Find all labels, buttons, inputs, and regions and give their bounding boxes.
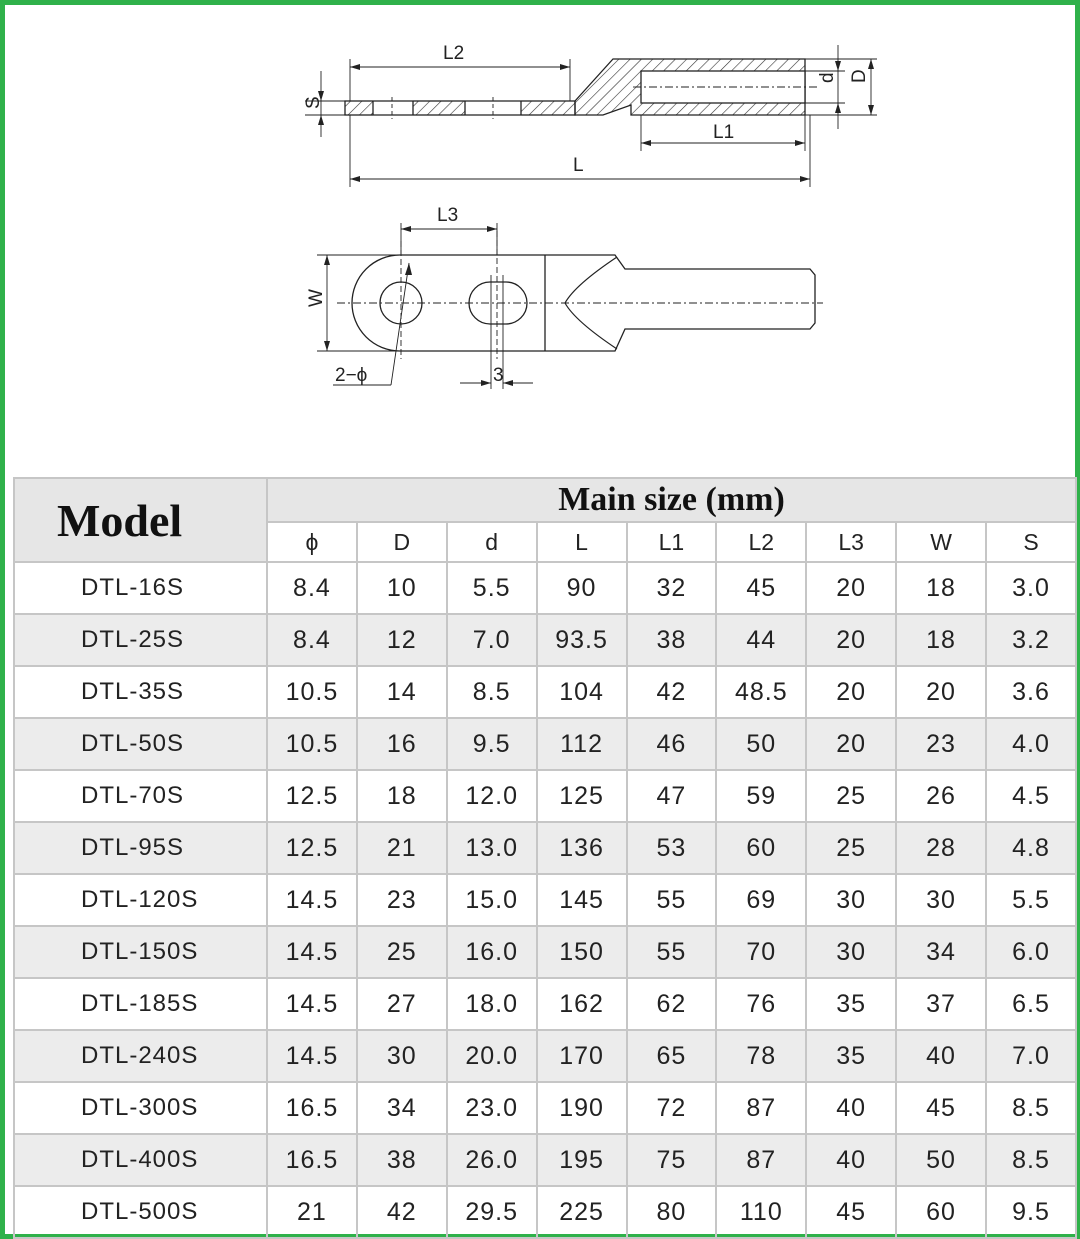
value-cell-L1: 42	[627, 666, 717, 718]
value-cell-W: 37	[896, 978, 986, 1030]
model-cell: DTL-500S	[14, 1186, 267, 1238]
value-cell-S: 8.5	[986, 1134, 1076, 1186]
value-cell-L2: 69	[716, 874, 806, 926]
value-cell-S: 7.0	[986, 1030, 1076, 1082]
value-cell-L2: 78	[716, 1030, 806, 1082]
value-cell-L3: 35	[806, 978, 896, 1030]
value-cell-phi: 16.5	[267, 1082, 357, 1134]
table-row	[14, 614, 1076, 666]
model-header: Model	[14, 478, 267, 562]
value-cell-S: 3.6	[986, 666, 1076, 718]
value-cell-L: 90	[537, 562, 627, 614]
model-cell: DTL-120S	[14, 874, 267, 926]
value-cell-L1: 53	[627, 822, 717, 874]
value-cell-L2: 59	[716, 770, 806, 822]
value-cell-L2: 48.5	[716, 666, 806, 718]
value-cell-L2: 60	[716, 822, 806, 874]
value-cell-phi: 14.5	[267, 978, 357, 1030]
label-w: W	[306, 289, 327, 307]
value-cell-L3: 20	[806, 562, 896, 614]
value-cell-D: 38	[357, 1134, 447, 1186]
value-cell-W: 28	[896, 822, 986, 874]
value-cell-W: 45	[896, 1082, 986, 1134]
value-cell-S: 3.2	[986, 614, 1076, 666]
value-cell-D: 18	[357, 770, 447, 822]
value-cell-d: 26.0	[447, 1134, 537, 1186]
value-cell-phi: 14.5	[267, 1030, 357, 1082]
table-row	[14, 822, 1076, 874]
value-cell-L1: 80	[627, 1186, 717, 1238]
table-row	[14, 1082, 1076, 1134]
value-cell-L: 190	[537, 1082, 627, 1134]
value-cell-phi: 21	[267, 1186, 357, 1238]
value-cell-L1: 55	[627, 874, 717, 926]
value-cell-L3: 35	[806, 1030, 896, 1082]
side-section-view	[305, 45, 877, 187]
value-cell-L2: 76	[716, 978, 806, 1030]
table-row	[14, 770, 1076, 822]
value-cell-L2: 50	[716, 718, 806, 770]
value-cell-L3: 40	[806, 1134, 896, 1186]
value-cell-S: 3.0	[986, 562, 1076, 614]
value-cell-d: 20.0	[447, 1030, 537, 1082]
model-cell: DTL-240S	[14, 1030, 267, 1082]
value-cell-phi: 14.5	[267, 874, 357, 926]
value-cell-W: 18	[896, 562, 986, 614]
value-cell-W: 18	[896, 614, 986, 666]
value-cell-L: 145	[537, 874, 627, 926]
value-cell-D: 21	[357, 822, 447, 874]
value-cell-d: 8.5	[447, 666, 537, 718]
label-l3: L3	[437, 205, 459, 226]
value-cell-S: 6.0	[986, 926, 1076, 978]
label-l: L	[573, 155, 584, 176]
value-cell-L1: 62	[627, 978, 717, 1030]
value-cell-L3: 25	[806, 770, 896, 822]
value-cell-phi: 8.4	[267, 614, 357, 666]
model-cell: DTL-35S	[14, 666, 267, 718]
col-header-d: d	[447, 522, 537, 562]
value-cell-L1: 38	[627, 614, 717, 666]
value-cell-phi: 12.5	[267, 822, 357, 874]
model-cell: DTL-16S	[14, 562, 267, 614]
table-row	[14, 874, 1076, 926]
value-cell-L: 170	[537, 1030, 627, 1082]
value-cell-phi: 16.5	[267, 1134, 357, 1186]
value-cell-W: 60	[896, 1186, 986, 1238]
value-cell-phi: 10.5	[267, 718, 357, 770]
model-cell: DTL-150S	[14, 926, 267, 978]
label-l2: L2	[443, 43, 465, 64]
label-d-big: D	[849, 69, 870, 83]
value-cell-L2: 44	[716, 614, 806, 666]
technical-drawing	[5, 5, 1080, 475]
value-cell-D: 10	[357, 562, 447, 614]
value-cell-D: 34	[357, 1082, 447, 1134]
value-cell-L: 112	[537, 718, 627, 770]
value-cell-d: 7.0	[447, 614, 537, 666]
value-cell-S: 8.5	[986, 1082, 1076, 1134]
value-cell-W: 23	[896, 718, 986, 770]
table-row	[14, 1030, 1076, 1082]
value-cell-phi: 12.5	[267, 770, 357, 822]
value-cell-L2: 45	[716, 562, 806, 614]
value-cell-phi: 10.5	[267, 666, 357, 718]
value-cell-d: 13.0	[447, 822, 537, 874]
model-cell: DTL-95S	[14, 822, 267, 874]
label-two-phi: 2−ϕ	[335, 365, 368, 386]
label-s: S	[303, 96, 324, 109]
model-cell: DTL-300S	[14, 1082, 267, 1134]
value-cell-L1: 46	[627, 718, 717, 770]
value-cell-L1: 75	[627, 1134, 717, 1186]
value-cell-L1: 72	[627, 1082, 717, 1134]
value-cell-L3: 45	[806, 1186, 896, 1238]
value-cell-L3: 30	[806, 874, 896, 926]
value-cell-L3: 30	[806, 926, 896, 978]
label-three: 3	[493, 365, 504, 386]
value-cell-L2: 87	[716, 1134, 806, 1186]
value-cell-S: 4.5	[986, 770, 1076, 822]
value-cell-L: 150	[537, 926, 627, 978]
value-cell-phi: 8.4	[267, 562, 357, 614]
value-cell-L: 162	[537, 978, 627, 1030]
value-cell-L3: 40	[806, 1082, 896, 1134]
label-d-small: d	[817, 72, 838, 83]
value-cell-L: 136	[537, 822, 627, 874]
value-cell-L3: 25	[806, 822, 896, 874]
value-cell-D: 27	[357, 978, 447, 1030]
value-cell-d: 23.0	[447, 1082, 537, 1134]
value-cell-W: 34	[896, 926, 986, 978]
table-row	[14, 926, 1076, 978]
value-cell-L: 104	[537, 666, 627, 718]
value-cell-L1: 65	[627, 1030, 717, 1082]
top-plan-view	[317, 223, 823, 389]
col-header-S: S	[986, 522, 1076, 562]
table-row	[14, 666, 1076, 718]
table-row	[14, 562, 1076, 614]
value-cell-d: 12.0	[447, 770, 537, 822]
model-cell: DTL-70S	[14, 770, 267, 822]
value-cell-L2: 87	[716, 1082, 806, 1134]
model-cell: DTL-185S	[14, 978, 267, 1030]
col-header-L2: L2	[716, 522, 806, 562]
value-cell-d: 5.5	[447, 562, 537, 614]
value-cell-L2: 110	[716, 1186, 806, 1238]
value-cell-L1: 47	[627, 770, 717, 822]
value-cell-S: 4.8	[986, 822, 1076, 874]
value-cell-S: 6.5	[986, 978, 1076, 1030]
value-cell-S: 9.5	[986, 1186, 1076, 1238]
value-cell-L2: 70	[716, 926, 806, 978]
value-cell-L: 93.5	[537, 614, 627, 666]
value-cell-L1: 55	[627, 926, 717, 978]
value-cell-W: 26	[896, 770, 986, 822]
value-cell-L3: 20	[806, 614, 896, 666]
value-cell-d: 15.0	[447, 874, 537, 926]
value-cell-D: 14	[357, 666, 447, 718]
value-cell-L: 225	[537, 1186, 627, 1238]
value-cell-W: 20	[896, 666, 986, 718]
value-cell-d: 18.0	[447, 978, 537, 1030]
value-cell-W: 30	[896, 874, 986, 926]
value-cell-L: 195	[537, 1134, 627, 1186]
value-cell-d: 29.5	[447, 1186, 537, 1238]
value-cell-D: 42	[357, 1186, 447, 1238]
col-header-D: D	[357, 522, 447, 562]
value-cell-phi: 14.5	[267, 926, 357, 978]
value-cell-L1: 32	[627, 562, 717, 614]
table-row	[14, 1134, 1076, 1186]
value-cell-W: 40	[896, 1030, 986, 1082]
value-cell-d: 9.5	[447, 718, 537, 770]
value-cell-L: 125	[537, 770, 627, 822]
table-row	[14, 1186, 1076, 1238]
model-cell: DTL-25S	[14, 614, 267, 666]
value-cell-D: 12	[357, 614, 447, 666]
label-l1: L1	[713, 122, 735, 143]
col-header-phi: ϕ	[267, 522, 357, 562]
col-header-L: L	[537, 522, 627, 562]
value-cell-D: 30	[357, 1030, 447, 1082]
col-header-W: W	[896, 522, 986, 562]
value-cell-D: 25	[357, 926, 447, 978]
terminal-lug-drawing	[5, 5, 1075, 475]
value-cell-W: 50	[896, 1134, 986, 1186]
table-row	[14, 718, 1076, 770]
spec-table	[13, 477, 1077, 1239]
value-cell-S: 4.0	[986, 718, 1076, 770]
table-row	[14, 978, 1076, 1030]
model-cell: DTL-400S	[14, 1134, 267, 1186]
main-size-header: Main size (mm)	[267, 478, 1076, 522]
value-cell-L3: 20	[806, 718, 896, 770]
value-cell-D: 23	[357, 874, 447, 926]
value-cell-d: 16.0	[447, 926, 537, 978]
col-header-L1: L1	[627, 522, 717, 562]
value-cell-S: 5.5	[986, 874, 1076, 926]
value-cell-L3: 20	[806, 666, 896, 718]
value-cell-D: 16	[357, 718, 447, 770]
spec-table-body	[14, 562, 1076, 1238]
col-header-L3: L3	[806, 522, 896, 562]
model-cell: DTL-50S	[14, 718, 267, 770]
